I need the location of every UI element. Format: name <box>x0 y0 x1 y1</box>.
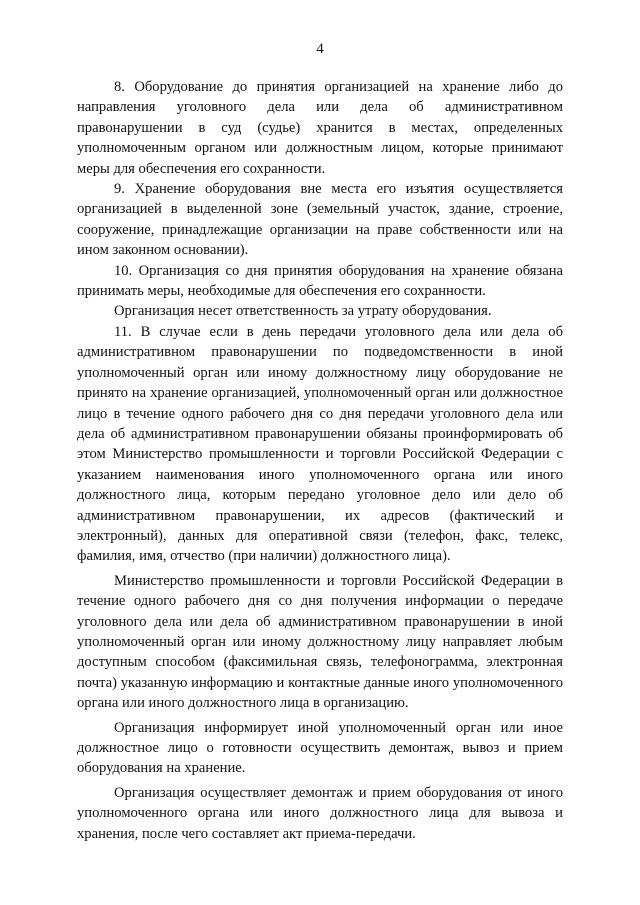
paragraph-9-storage-zone: 9. Хранение оборудования вне места его изъятия осуществляется организацией в выделенной зоне (земельный участок, здание, строение, сооружение, принадлежащие организации на праве собственности или на ином законном основании). <box>77 181 563 259</box>
paragraph-8-storage-before-acceptance: 8. Оборудование до принятия организацией на хранение либо до направления уголовного дела или дела об административном правонарушении в суд (судье) хранится в местах, определенных уполномоченным органом или должностным лицом, которые принимают меры для обеспечения его сохранности. <box>77 79 563 177</box>
paragraph-liability: Организация несет ответственность за утрату оборудования. <box>114 303 492 320</box>
paragraph-11-transfer-notification: 11. В случае если в день передачи уголовного дела или дела об административном правонарушении по подведомственности в иной уполномоченный орган или иному должностному лицу оборудование не принято на хранение организацией, уполномоченный орган или должностное лицо в течение одного рабочего дня со дня передачи уголовного дела или дела об административном правонарушении обязаны проинформировать об этом Министерство промышленности и торговли Российской Федерации с указанием наименования иного уполномоченного органа или иного должностного лица, которым передано уголовное дело или дело об административном правонарушении, их адресов (фактический и электронный), данных для оперативной связи (телефон, факс, телекс, фамилия, имя, отчество (при наличии) должностного лица). <box>77 323 563 565</box>
paragraph-dismantling-acceptance: Организация осуществляет демонтаж и прием оборудования от иного уполномоченного органа или иного должностного лица для вывоза и хранения, после чего составляет акт приема-передачи. <box>77 784 563 842</box>
paragraph-10-safekeeping-measures: 10. Организация со дня принятия оборудования на хранение обязана принимать меры, необходимые для обеспечения его сохранности. <box>77 262 563 300</box>
page-number: 4 <box>316 41 324 57</box>
paragraph-ministry-notification: Министерство промышленности и торговли Российской Федерации в течение одного рабочего дня со дня получения информации о передаче уголовного дела или дела об административном правонарушении в иной уполномоченный орган или иному должностному лицу направляет любым доступным способом (факсимильная связь, телефонограмма, электронная почта) указанную информацию и контактные данные иного уполномоченного органа или иного должностного лица в организацию. <box>77 572 563 712</box>
document-body <box>77 77 563 844</box>
paragraph-organization-informs: Организация информирует иной уполномоченный орган или иное должностное лицо о готовности осуществить демонтаж, вывоз и прием оборудования на хранение. <box>77 719 563 777</box>
